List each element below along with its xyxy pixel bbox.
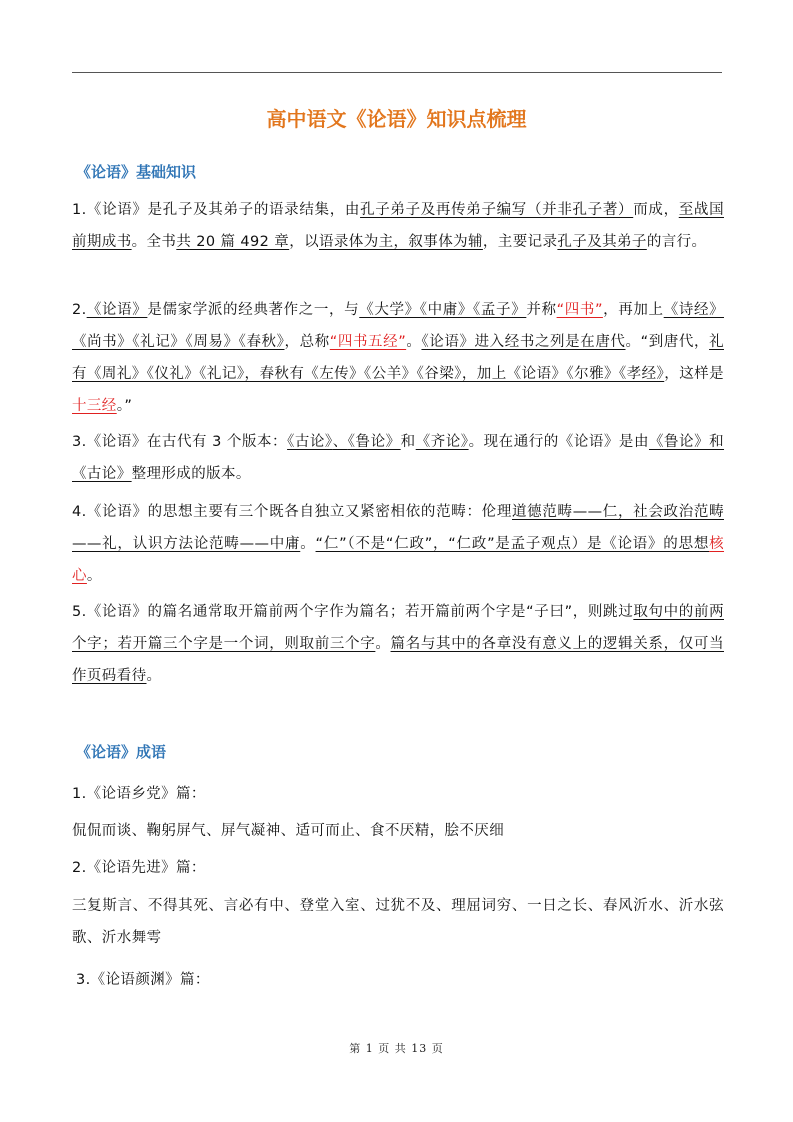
section-heading-basics: 《论语》基础知识: [76, 163, 197, 181]
paragraph-5: 5.《论语》的篇名通常取开篇前两个字作为篇名；若开篇前两个字是“子曰”，则跳过取句中的前两个字；若开篇三个字是一个词，则取前三个字。篇名与其中的各章没有意义上的逻辑关系，仅可当作页码看待。: [72, 604, 724, 684]
idiom-chapter-title: 1.《论语乡党》篇：: [72, 786, 206, 802]
idiom-list: 三复斯言、不得其死、言必有中、登堂入室、过犹不及、理屈词穷、一日之长、春风沂水、沂水弦歌、沂水舞雩: [72, 898, 724, 946]
paragraph-4: 4.《论语》的思想主要有三个既各自独立又紧密相依的范畴：伦理道德范畴——仁，社会政治范畴——礼，认识方法论范畴——中庸。“仁”（不是“仁政”，“仁政”是孟子观点）是《论语》的思想核心。: [72, 504, 725, 584]
page-number: 第 1 页 共 13 页: [349, 1042, 444, 1055]
term-thirteen-classics: 十三经: [72, 398, 117, 414]
document-title: 高中语文《论语》知识点梳理: [266, 107, 527, 131]
term-four-books-five-classics: “四书五经”: [329, 334, 407, 350]
term-core: 核心: [72, 536, 725, 584]
idiom-chapter-title: 3.《论语颜渊》篇：: [76, 972, 210, 988]
paragraph-3: 3.《论语》在古代有 3 个版本：《古论》、《鲁论》和《齐论》。现在通行的《论语》是由《鲁论》和《古论》整理形成的版本。: [72, 434, 725, 482]
idiom-chapter-title: 2.《论语先进》篇：: [72, 860, 206, 876]
header-rule: [72, 72, 722, 73]
paragraph-1: 1.《论语》是孔子及其弟子的语录结集，由孔子弟子及再传弟子编写（并非孔子著）而成，至战国前期成书。全书共 20 篇 492 章，以语录体为主，叙事体为辅，主要记录孔子及其弟子的言行。: [72, 202, 724, 250]
idiom-list: 侃侃而谈、鞠躬屏气、屏气凝神、适可而止、食不厌精，脍不厌细: [72, 823, 505, 839]
paragraph-2: 2.《论语》是儒家学派的经典著作之一，与《大学》《中庸》《孟子》并称“四书”，再加上《诗经》《尚书》《礼记》《周易》《春秋》，总称“四书五经”。《论语》进入经书之列是在唐代。“到唐代，礼有《周礼》《仪礼》《礼记》，春秋有《左传》《公羊》《谷梁》，加上《论语》《尔雅》《孝经》，这样是十三经。”: [72, 302, 724, 414]
term-four-books: “四书”: [556, 302, 603, 318]
section-heading-idioms: 《论语》成语: [76, 743, 167, 761]
